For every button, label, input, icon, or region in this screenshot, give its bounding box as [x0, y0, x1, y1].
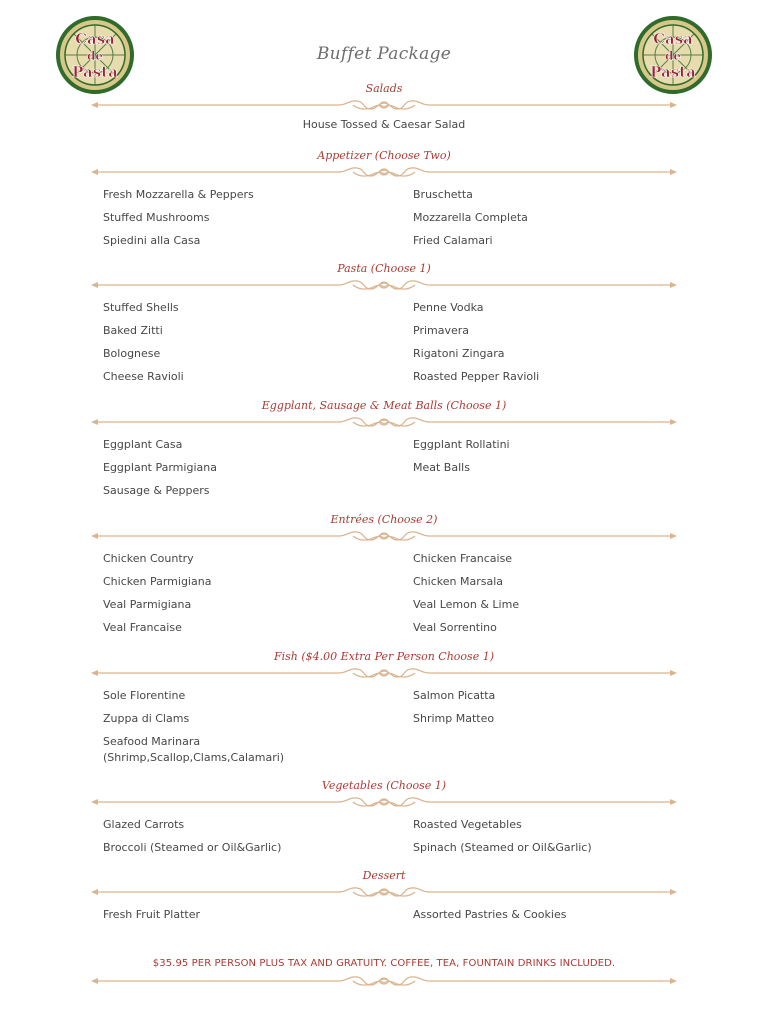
- section-title: Pasta (Choose 1): [337, 262, 431, 275]
- menu-item: Veal Francaise: [103, 621, 182, 634]
- section-dessert: [0, 869, 768, 923]
- svg-text:Casa: Casa: [653, 30, 693, 48]
- ornamental-divider: [91, 98, 677, 112]
- menu-item: Stuffed Mushrooms: [103, 211, 210, 224]
- menu-item: Baked Zitti: [103, 324, 163, 337]
- menu-item: Roasted Vegetables: [413, 818, 522, 831]
- section-title: Appetizer (Choose Two): [317, 149, 451, 162]
- menu-item: Fresh Mozzarella & Peppers: [103, 188, 254, 201]
- menu-item: Eggplant Rollatini: [413, 438, 510, 451]
- menu-item: Stuffed Shells: [103, 301, 179, 314]
- menu-item: Broccoli (Steamed or Oil&Garlic): [103, 841, 282, 854]
- section-title: Dessert: [362, 869, 406, 882]
- section-pasta: [0, 262, 768, 385]
- section-title: Fish ($4.00 Extra Per Person Choose 1): [273, 650, 494, 663]
- section-fish: [0, 650, 768, 766]
- page-title: Buffet Package: [316, 44, 452, 64]
- pricing-note: $35.95 PER PERSON PLUS TAX AND GRATUITY. COFFEE, TEA, FOUNTAIN DRINKS INCLUDED.: [152, 958, 616, 969]
- menu-item-detail: (Shrimp,Scallop,Clams,Calamari): [103, 751, 285, 764]
- ornamental-divider: [91, 529, 677, 543]
- svg-text:de: de: [664, 49, 682, 63]
- ornamental-divider: [91, 666, 677, 680]
- menu-item: Sausage & Peppers: [103, 484, 210, 497]
- menu-item: Fried Calamari: [413, 234, 493, 247]
- ornamental-divider: [91, 415, 677, 429]
- section-title: Eggplant, Sausage & Meat Balls (Choose 1): [261, 399, 507, 412]
- menu-item: Fresh Fruit Platter: [103, 908, 201, 921]
- menu-item: Meat Balls: [413, 461, 470, 474]
- menu-item: Mozzarella Completa: [413, 211, 528, 224]
- menu-item: Veal Parmigiana: [103, 598, 192, 611]
- menu-item: Penne Vodka: [413, 301, 484, 314]
- menu-item: Chicken Parmigiana: [103, 575, 212, 588]
- menu-item: Chicken Marsala: [413, 575, 503, 588]
- svg-text:de: de: [86, 49, 104, 63]
- menu-item: Primavera: [413, 324, 470, 337]
- ornamental-divider: [91, 885, 677, 899]
- svg-text:Pasta: Pasta: [650, 63, 696, 81]
- menu-item: Cheese Ravioli: [103, 370, 184, 383]
- svg-text:Pasta: Pasta: [72, 63, 118, 81]
- section-appetizer: [0, 149, 768, 249]
- ornamental-divider: [91, 974, 677, 988]
- menu-item: Rigatoni Zingara: [413, 347, 505, 360]
- menu-item: Salmon Picatta: [413, 689, 496, 702]
- section-title: Salads: [365, 82, 403, 95]
- menu-item: Bolognese: [103, 347, 161, 360]
- menu-item: House Tossed & Caesar Salad: [302, 118, 466, 131]
- section-vegetables: [0, 779, 768, 856]
- ornamental-divider: [91, 165, 677, 179]
- menu-item: Shrimp Matteo: [413, 712, 495, 725]
- menu-item: Sole Florentine: [103, 689, 186, 702]
- menu-item: [103, 734, 413, 766]
- svg-text:Casa: Casa: [75, 30, 115, 48]
- section-salads: [0, 82, 768, 133]
- menu-item: Veal Sorrentino: [413, 621, 497, 634]
- menu-item: Chicken Country: [103, 552, 194, 565]
- section-eggplant: [0, 399, 768, 499]
- menu-item: Eggplant Casa: [103, 438, 183, 451]
- menu-item: Roasted Pepper Ravioli: [413, 370, 540, 383]
- section-entrees: [0, 513, 768, 636]
- menu-item: Spinach (Steamed or Oil&Garlic): [413, 841, 592, 854]
- menu-item: Zuppa di Clams: [103, 712, 190, 725]
- menu-item: Veal Lemon & Lime: [413, 598, 520, 611]
- menu-item-name: Seafood Marinara: [103, 735, 201, 748]
- menu-item: Bruschetta: [413, 188, 473, 201]
- section-title: Vegetables (Choose 1): [321, 779, 447, 792]
- menu-item: Eggplant Parmigiana: [103, 461, 217, 474]
- menu-item: Spiedini alla Casa: [103, 234, 201, 247]
- ornamental-divider: [91, 278, 677, 292]
- menu-item: Chicken Francaise: [413, 552, 513, 565]
- section-title: Entrées (Choose 2): [330, 513, 438, 526]
- menu-item: Assorted Pastries & Cookies: [413, 908, 567, 921]
- menu-item: Glazed Carrots: [103, 818, 185, 831]
- ornamental-divider: [91, 795, 677, 809]
